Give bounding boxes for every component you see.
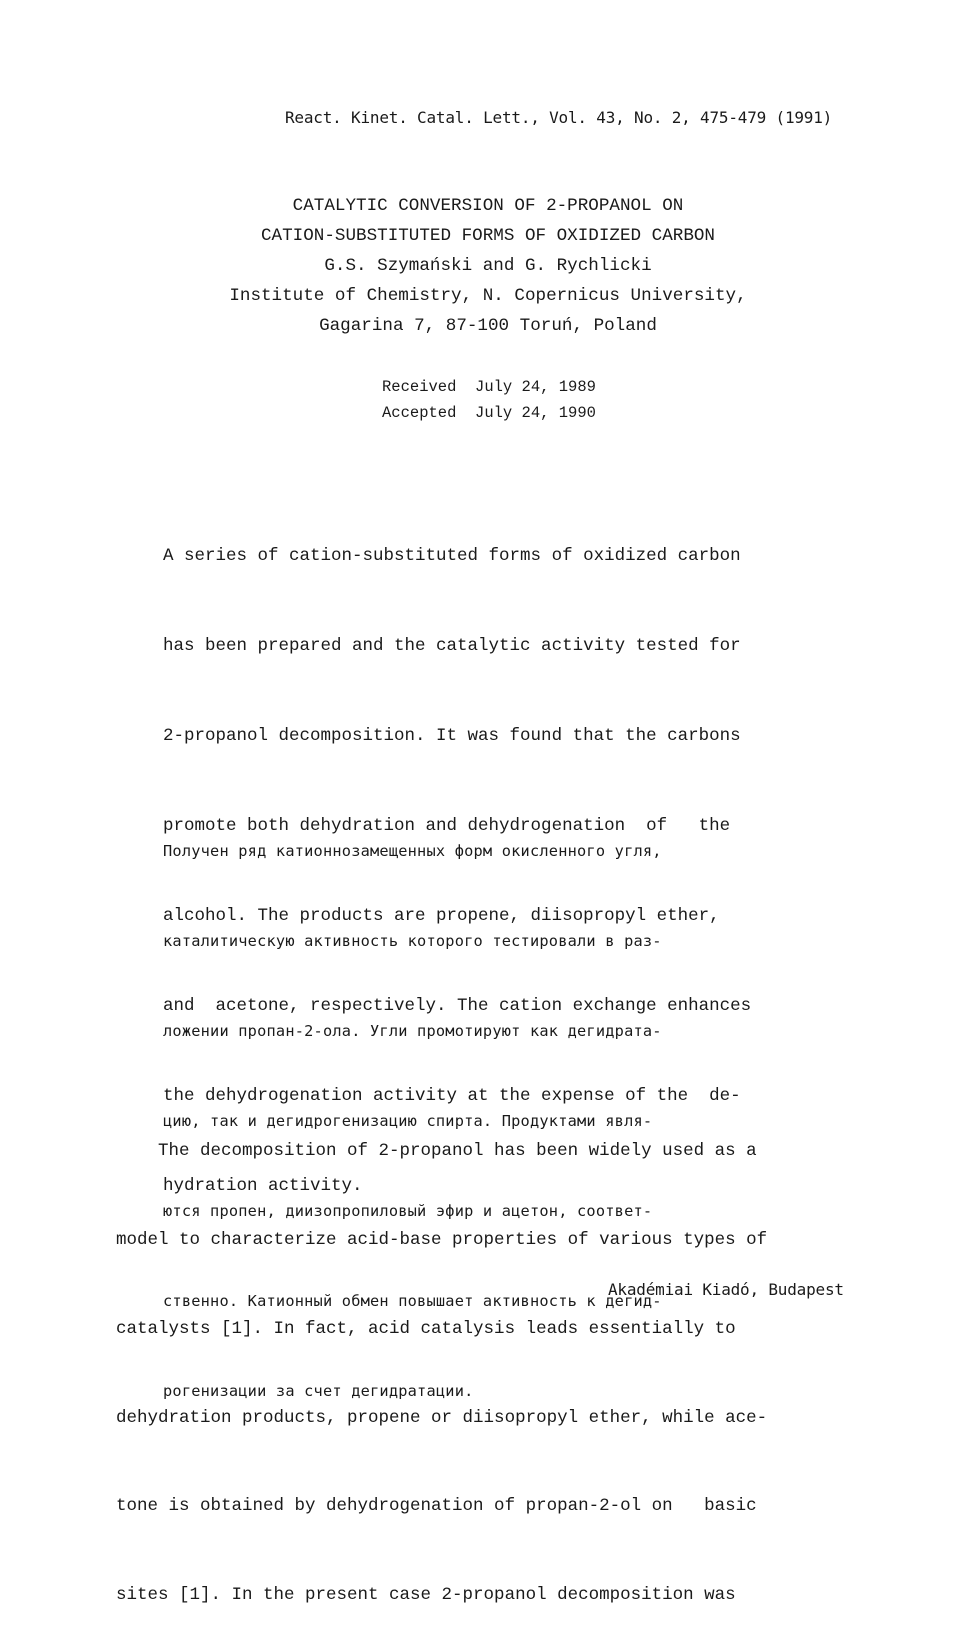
paper-title-line-2: CATION-SUBSTITUTED FORMS OF OXIDIZED CARBON: [261, 226, 715, 246]
abstract-ru-line: ственно. Катионный обмен повышает активность к дегид-: [163, 1292, 662, 1310]
accepted-date: Accepted July 24, 1990: [382, 404, 596, 422]
body-paragraph: [116, 1078, 767, 1640]
body-line: sites [1]. In the present case 2-propanol decomposition was: [116, 1585, 736, 1606]
abstract-line: the dehydrogenation activity at the expense of the de-: [163, 1086, 741, 1106]
body-line: tone is obtained by dehydrogenation of propan-2-ol on basic: [116, 1496, 757, 1517]
abstract-ru-line: рогенизации за счет дегидратации.: [163, 1382, 474, 1400]
abstract-ru-line: цию, так и дегидрогенизацию спирта. Продуктами явля-: [163, 1112, 653, 1130]
abstract-line: A series of cation-substituted forms of oxidized carbon: [163, 546, 741, 566]
abstract-line: alcohol. The products are propene, diisopropyl ether,: [163, 906, 720, 926]
abstract-ru-line: ются пропен, диизопропиловый эфир и ацетон, соответ-: [163, 1202, 653, 1220]
received-date: Received July 24, 1989: [382, 378, 596, 396]
publisher-footer: Akadémiai Kiadó, Budapest: [608, 1280, 844, 1299]
abstract-ru-line: Получен ряд катионнозамещенных форм окисленного угля,: [163, 842, 662, 860]
journal-citation: React. Kinet. Catal. Lett., Vol. 43, No. 2, 475-479 (1991): [285, 108, 833, 127]
abstract-line: and acetone, respectively. The cation exchange enhances: [163, 996, 752, 1016]
authors: G.S. Szymański and G. Rychlicki: [324, 256, 652, 276]
abstract-ru-line: ложении пропан-2-ола. Угли промотируют как дегидрата-: [163, 1022, 662, 1040]
body-line: catalysts [1]. In fact, acid catalysis leads essentially to: [116, 1318, 736, 1339]
abstract-line: has been prepared and the catalytic activity tested for: [163, 636, 741, 656]
abstract-line: promote both dehydration and dehydrogenation of the: [163, 816, 731, 836]
affiliation-line-2: Gagarina 7, 87-100 Toruń, Poland: [319, 316, 657, 336]
abstract-ru-line: каталитическую активность которого тестировали в раз-: [163, 932, 662, 950]
paper-title-line-1: CATALYTIC CONVERSION OF 2-PROPANOL ON: [292, 196, 684, 216]
body-line: model to characterize acid-base properties of various types of: [116, 1229, 768, 1250]
affiliation-line-1: Institute of Chemistry, N. Copernicus University,: [229, 286, 747, 306]
abstract-line: hydration activity.: [163, 1176, 363, 1196]
body-line: The decomposition of 2-propanol has been widely used as a: [116, 1141, 757, 1162]
body-line: dehydration products, propene or diisopropyl ether, while ace-: [116, 1407, 768, 1428]
abstract-line: 2-propanol decomposition. It was found that the carbons: [163, 726, 741, 746]
